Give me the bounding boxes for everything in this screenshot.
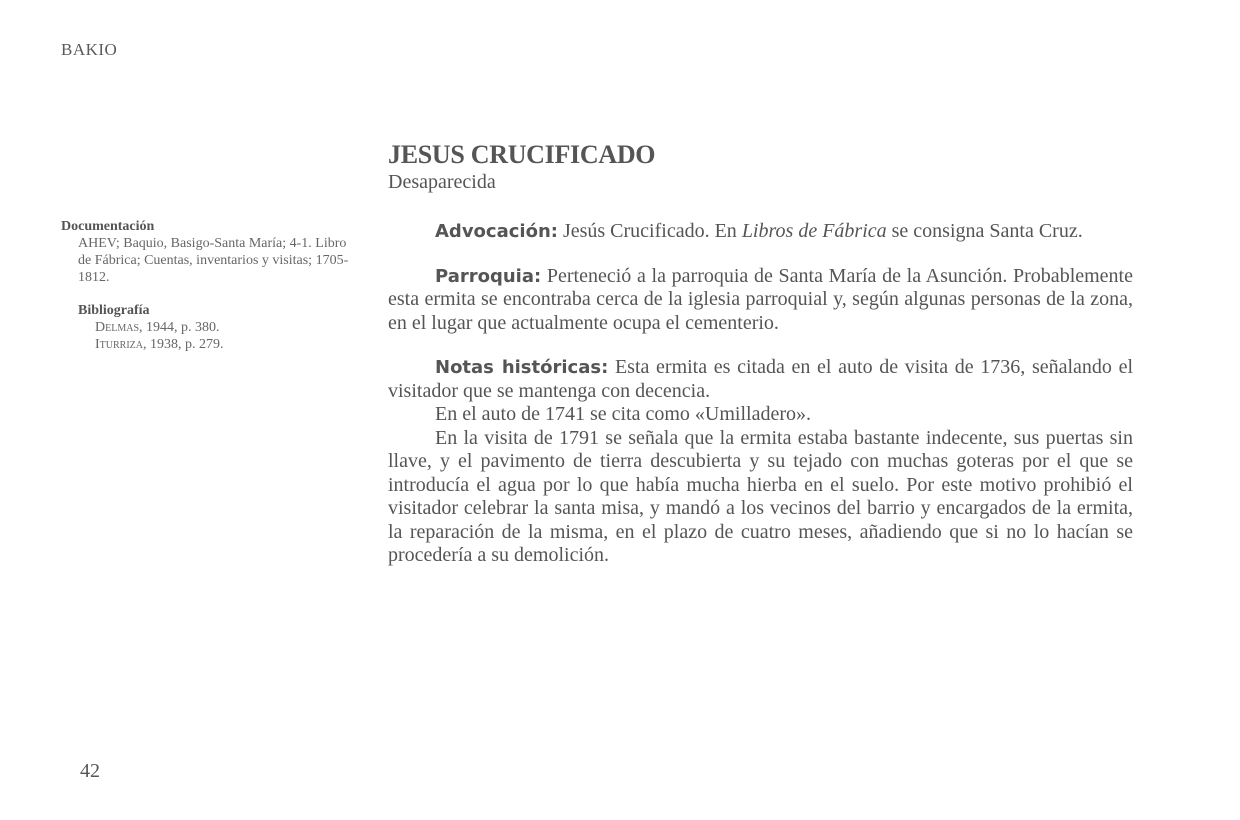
notas-text: Esta ermita es citada en el auto de visita de 1736, señalando el visitador que se mantenga con decencia. xyxy=(388,356,1134,402)
main-article xyxy=(388,140,1133,568)
advocacion-label: Advocación: xyxy=(435,221,558,242)
article-title: JESUS CRUCIFICADO xyxy=(388,140,656,169)
notas-paragraph xyxy=(388,356,1133,403)
bibliography-author: Iturriza xyxy=(95,337,143,352)
bibliography-heading: Bibliografía xyxy=(78,303,150,318)
running-head: BAKIO xyxy=(61,40,118,59)
sidebar-notes xyxy=(61,218,361,353)
article-body xyxy=(388,220,1133,568)
bibliography-details: , 1944, p. 380. xyxy=(139,320,220,335)
article-subtitle: Desaparecida xyxy=(388,171,496,193)
bibliography-entry xyxy=(61,319,361,336)
advocacion-italic: Libros de Fábrica xyxy=(741,220,887,242)
notas-paragraph-1791: En la visita de 1791 se señala que la ermita estaba bastante indecente, sus puertas sin llave, y el pavimento de tierra descubierta y su tejado con muchas goteras por el que se introducía el agua por lo que había mucha hierba en el suelo. Por este motivo prohibió el visitador celebrar la santa misa, y mandó a los vecinos del barrio y encargados de la ermita, la reparación de la misma, en el plazo de cuatro meses, añadiendo que si no lo hacían se procedería a su demolición. xyxy=(388,426,1133,566)
page-number: 42 xyxy=(80,760,100,782)
notas-paragraph-1741: En el auto de 1741 se cita como «Umilladero». xyxy=(435,403,812,425)
documentation-heading: Documentación xyxy=(61,219,155,234)
bibliography-author: Delmas xyxy=(95,320,140,335)
bibliography-details: , 1938, p. 279. xyxy=(143,337,224,352)
parroquia-paragraph xyxy=(388,265,1133,336)
parroquia-text: Perteneció a la parroquia de Santa María de la Asunción. Probablemente esta ermita se encontraba cerca de la iglesia parroquial y, según algunas personas de la zona, en el lugar que actualmente ocupa el cementerio. xyxy=(388,264,1133,334)
advocacion-text-after: se consigna Santa Cruz. xyxy=(886,220,1083,242)
parroquia-label: Parroquia: xyxy=(435,265,542,287)
notas-label: Notas históricas: xyxy=(435,357,609,378)
bibliography-entry xyxy=(61,336,361,353)
documentation-text: AHEV; Baquio, Basigo-Santa María; 4-1. Libro de Fábrica; Cuentas, inventarios y visitas; 1705-1812. xyxy=(78,236,349,285)
advocacion-paragraph xyxy=(388,220,1133,244)
advocacion-text: Jesús Crucificado. En xyxy=(557,220,742,242)
